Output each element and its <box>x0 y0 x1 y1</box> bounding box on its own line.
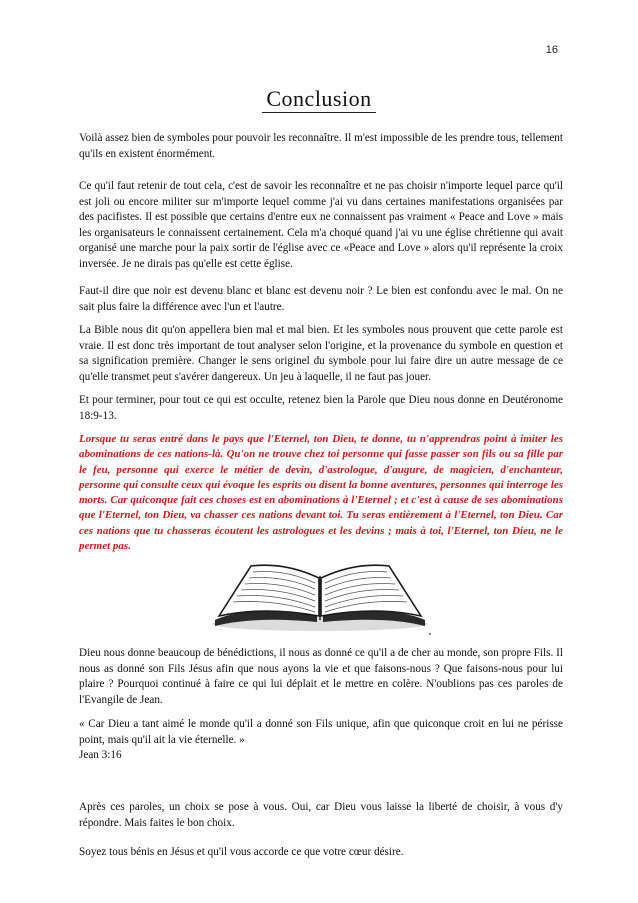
paragraph-2: Ce qu'il faut retenir de tout cela, c'est de savoir les reconnaître et ne pas choisir n'importe lequel parce qu'il est joli ou encore militer sur m'importe lequel comme j'ai vu dans certaines manifestations organisées par des pacifistes. Il est possible que certains d'entre eux ne connaissent pas vraiment « Peace and Love » mais les organisateurs le connaissent certainement. Cela m'a choqué quand j'ai vu une église chrétienne qui avait organisé une marche pour la paix sortir de l'église avec ce «Peace and Love » alors qu'il représente la croix inversée. Je ne dirais pas qu'elle est cette église. <box>79 180 563 270</box>
quote-text: « Car Dieu a tant aimé le monde qu'il a donné son Fils unique, afin que quiconque croit en lui ne périsse point, mais qu'il ait la vie éternelle. » <box>79 718 563 746</box>
paragraph-3: Faut-il dire que noir est devenu blanc et blanc est devenu noir ? Le bien est confondu avec le mal. On ne sait plus faire la différence avec l'un et l'autre. <box>79 285 563 313</box>
paragraph-block-6 <box>79 646 563 708</box>
paragraph-1: Voilà assez bien de symboles pour pouvoir les reconnaître. Il m'est impossible de les prendre tous, tellement qu'ils en existent énormément. <box>79 132 563 160</box>
paragraph-7: Après ces paroles, un choix se pose à vous. Oui, car Dieu vous laisse la liberté de choisir, à vous d'y répondre. Mais faites le bon choix. <box>79 801 563 829</box>
paragraph-block-3 <box>79 284 563 315</box>
paragraph-5: Et pour terminer, pour tout ce qui est occulte, retenez bien la Parole que Dieu nous donne en Deutéronome 18:9-13. <box>79 394 563 422</box>
paragraph-6: Dieu nous donne beaucoup de bénédictions, il nous as donné ce qu'il a de cher au monde, son propre Fils. Il nous as donné son Fils Jésus afin que nous ayons la vie et que faisons-nous ? Que faisons-nous pour lui plaire ? Pourquoi continué à faire ce qui lui déplait et le mettre en colère. N'oublions pas ces paroles de l'Evangile de Jean. <box>79 647 563 706</box>
paragraph-block-8 <box>79 845 563 861</box>
page-title-text: Conclusion <box>262 86 375 113</box>
paragraph-8: Soyez tous bénis en Jésus et qu'il vous accorde ce que votre cœur désire. <box>79 846 404 858</box>
bible-verse-text: Lorsque tu seras entré dans le pays que l'Eternel, ton Dieu, te donne, tu n'apprendras point à imiter les abominations de ces nations-là. Qu'on ne trouve chez toi personne qui fasse passer son fils ou sa fille par le feu, personne qui exerce le métier de devin, d'astrologue, d'augure, de magicien, d'enchanteur, personne qui consulte ceux qui évoque les esprits ou disent la bonne aventures, personnes qui interroge les morts. Car quiconque fait ces choses est en abominations à l'Eternel ; et c'est à cause de ses abominations que l'Eternel, ton Dieu, va chasser ces nations devant toi. Tu seras entièrement à l'Eternel, ton Dieu. Car ces nations que tu chasseras écoutent les astrologues et les devins ; mais à toi, l'Eternel, ton Dieu, ne le permet pas. <box>79 433 563 553</box>
paragraph-block-7 <box>79 800 563 831</box>
paragraph-4: La Bible nous dit qu'on appellera bien mal et mal bien. Et les symboles nous prouvent que cette parole est vraie. Il est donc très important de tout analyser selon l'origine, et la provenance du symbole en question et sa signification première. Changer le sens originel du symbole pour lui faire dire un autre message de ce qu'elle transmet peut s'avérer dangereux. Un jeu à laquelle, il ne faut pas jouer. <box>79 324 563 383</box>
paragraph-block-5 <box>79 393 563 424</box>
bible-verse <box>79 432 563 554</box>
paragraph-block-2 <box>79 179 563 273</box>
page-title <box>0 86 638 112</box>
page-number: 16 <box>545 44 558 56</box>
open-bible-icon <box>205 556 435 636</box>
quote-reference: Jean 3:16 <box>79 749 122 762</box>
quote-block <box>79 717 563 764</box>
paragraph-block-4 <box>79 323 563 385</box>
paragraph-intro <box>79 131 563 162</box>
